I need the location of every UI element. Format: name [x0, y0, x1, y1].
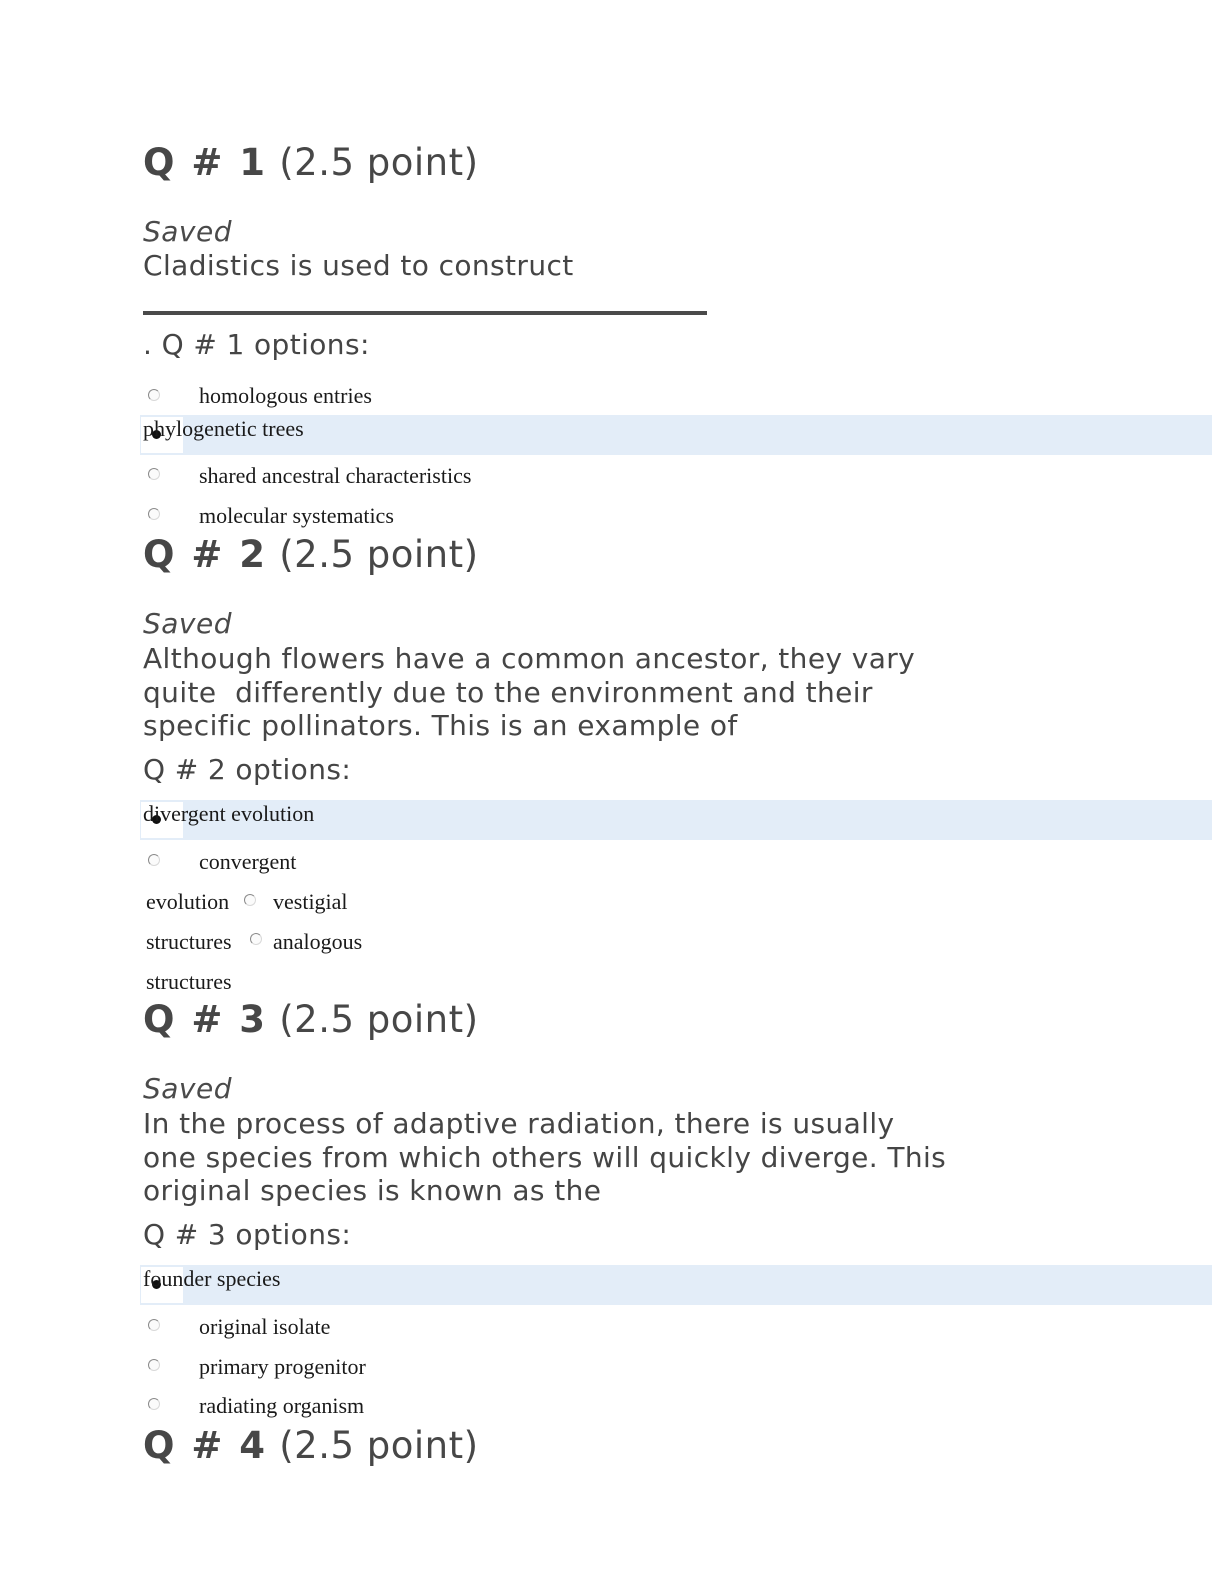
radio-button[interactable]: [148, 468, 160, 480]
options-heading: Q # 3 options:: [143, 1218, 352, 1251]
option-label[interactable]: structures: [146, 969, 232, 994]
options-heading: . Q # 1 options:: [143, 328, 370, 361]
option-label[interactable]: analogous: [273, 929, 363, 954]
question-1-heading: [143, 141, 479, 184]
question-number: Q # 3: [143, 998, 267, 1041]
saved-status: Saved: [143, 215, 233, 248]
radio-button[interactable]: [148, 1319, 160, 1331]
question-text-line: Although flowers have a common ancestor, they vary: [143, 642, 916, 675]
option-label[interactable]: evolution: [146, 889, 230, 914]
radio-button[interactable]: [148, 508, 160, 520]
option-label[interactable]: structures: [146, 929, 232, 954]
question-points: (2.5 point): [279, 998, 479, 1041]
selected-option-row[interactable]: [140, 1265, 1212, 1305]
option-label[interactable]: convergent: [199, 849, 297, 874]
question-2-heading: [143, 533, 479, 576]
question-number: Q # 1: [143, 141, 267, 184]
question-number: Q # 2: [143, 533, 267, 576]
question-text-line: In the process of adaptive radiation, there is usually: [143, 1107, 895, 1140]
option-label[interactable]: radiating organism: [199, 1393, 365, 1418]
question-1-text: [143, 249, 574, 283]
answer-blank: [143, 311, 707, 315]
option-label-selected[interactable]: divergent evolution: [143, 801, 315, 826]
option-label[interactable]: primary progenitor: [199, 1354, 366, 1379]
options-heading: Q # 2 options:: [143, 753, 352, 786]
question-3-text: [143, 1107, 946, 1208]
radio-button[interactable]: [250, 933, 262, 945]
option-label-selected[interactable]: phylogenetic trees: [143, 416, 304, 441]
option-label[interactable]: shared ancestral characteristics: [199, 463, 472, 488]
saved-status: Saved: [143, 607, 233, 640]
option-label[interactable]: original isolate: [199, 1314, 331, 1339]
question-number: Q # 4: [143, 1424, 267, 1467]
radio-button[interactable]: [148, 389, 160, 401]
question-3-heading: [143, 998, 479, 1041]
question-points: (2.5 point): [279, 1424, 479, 1467]
radio-button[interactable]: [148, 854, 160, 866]
question-text-line: quite differently due to the environment and their: [143, 675, 873, 709]
radio-button[interactable]: [148, 1398, 160, 1410]
question-text-line: original species is known as the: [143, 1174, 602, 1207]
option-label[interactable]: homologous entries: [199, 383, 372, 408]
question-points: (2.5 point): [279, 141, 479, 184]
saved-status: Saved: [143, 1072, 233, 1105]
question-text-line: Cladistics is used to construct: [143, 249, 574, 282]
option-label-selected[interactable]: founder species: [143, 1266, 281, 1291]
radio-button[interactable]: [148, 1359, 160, 1371]
question-4-heading: [143, 1424, 479, 1467]
option-label[interactable]: vestigial: [273, 889, 348, 914]
question-2-text: [143, 642, 915, 743]
question-points: (2.5 point): [279, 533, 479, 576]
radio-button[interactable]: [244, 894, 256, 906]
question-text-line: one species from which others will quickly diverge. This: [143, 1140, 947, 1174]
question-text-line: specific pollinators. This is an example of: [143, 709, 738, 742]
option-label[interactable]: molecular systematics: [199, 503, 394, 528]
